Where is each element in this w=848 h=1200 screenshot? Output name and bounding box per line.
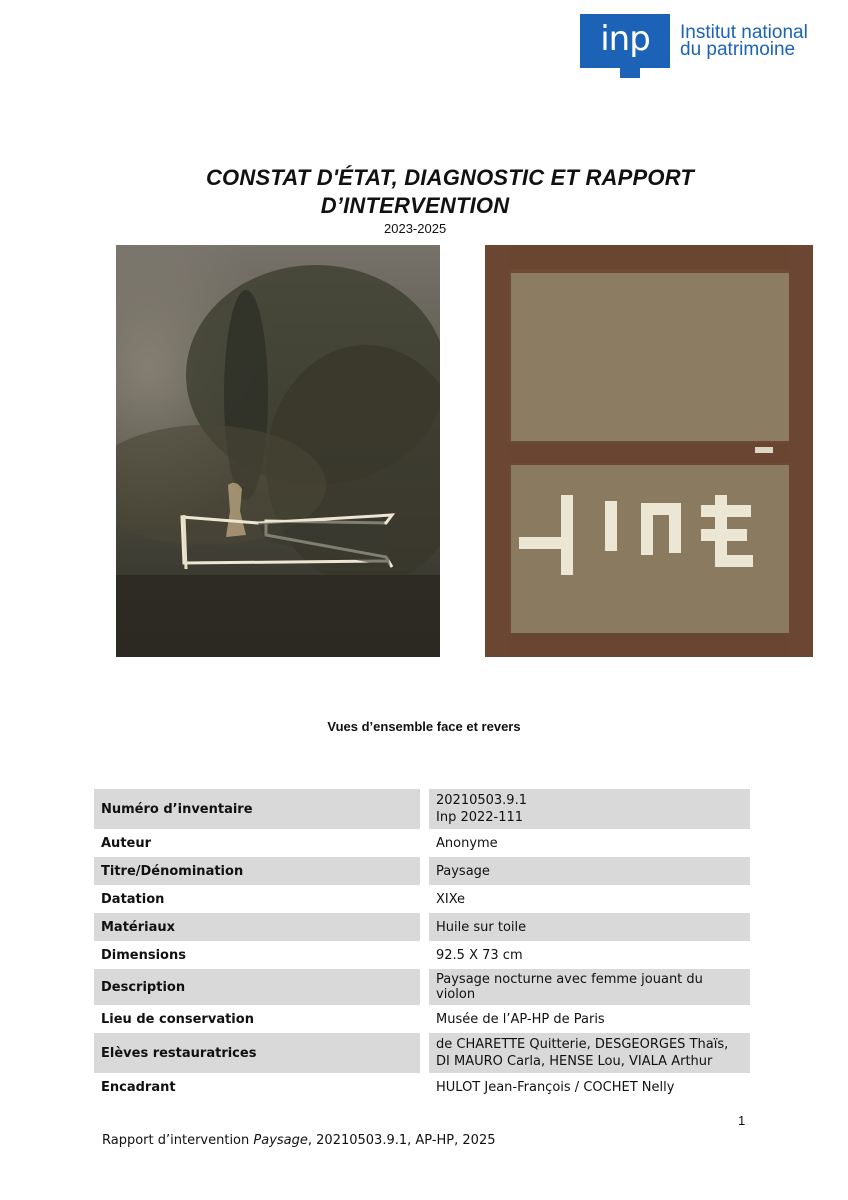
row-value: Anonyme [425,829,751,857]
row-value: Musée de l’AP-HP de Paris [425,1005,751,1033]
footer-suffix: , 20210503.9.1, AP-HP, 2025 [307,1133,496,1148]
row-value: HULOT Jean-François / COCHET Nelly [425,1073,751,1101]
page-footer [102,1133,496,1148]
value-line: Inp 2022-111 [436,810,524,825]
table-row [94,829,750,857]
logo-text [680,24,808,58]
logo-line-1: Institut national [680,22,808,43]
logo-mark: inp [580,14,670,68]
table-row [94,857,750,885]
painting-front-image [116,245,440,657]
row-label: Encadrant [101,1079,176,1095]
row-label: Numéro d’inventaire [94,789,425,829]
row-label: Titre/Dénomination [94,857,425,885]
footer-prefix: Rapport d’intervention [102,1133,254,1148]
table-row [94,941,750,969]
row-value: Paysage [425,857,751,885]
row-label: Auteur [101,835,152,851]
footer-title: Paysage [253,1133,308,1148]
painting-front-photo [116,245,440,657]
table-row [94,1033,750,1073]
row-label: Elèves restauratrices [94,1033,425,1073]
title-line-1: CONSTAT D'ÉTAT, DIAGNOSTIC ET RAPPORT [205,165,695,190]
table-row [94,789,750,829]
row-label: Matériaux [94,913,425,941]
row-value: Paysage nocturne avec femme jouant du violon [425,969,751,1005]
report-title [150,164,750,220]
object-info-table [94,789,750,1101]
title-line-2: D’INTERVENTION [320,193,510,218]
table-row [94,1005,750,1033]
row-value [425,789,751,829]
row-label: Description [94,969,425,1005]
row-label: Lieu de conservation [101,1011,254,1027]
value-line: de CHARETTE Quitterie, DESGEORGES Thaïs, [436,1037,729,1052]
logo-line-2: du patrimoine [680,39,796,60]
value-line: 20210503.9.1 [436,793,527,808]
painting-back-image [485,245,813,657]
row-value [425,1033,751,1073]
row-label: Dimensions [101,947,186,963]
row-value: 92.5 X 73 cm [425,941,751,969]
photos-caption: Vues d’ensemble face et revers [327,719,521,734]
page-number: 1 [738,1113,746,1128]
table-row [94,913,750,941]
row-value: XIXe [425,885,751,913]
report-years: 2023-2025 [384,221,447,236]
table-row [94,885,750,913]
row-label: Datation [101,891,165,907]
value-line: DI MAURO Carla, HENSE Lou, VIALA Arthur [436,1054,713,1069]
inp-logo [580,14,808,68]
painting-back-photo [485,245,813,657]
table-row [94,969,750,1005]
row-value: Huile sur toile [425,913,751,941]
table-row [94,1073,750,1101]
